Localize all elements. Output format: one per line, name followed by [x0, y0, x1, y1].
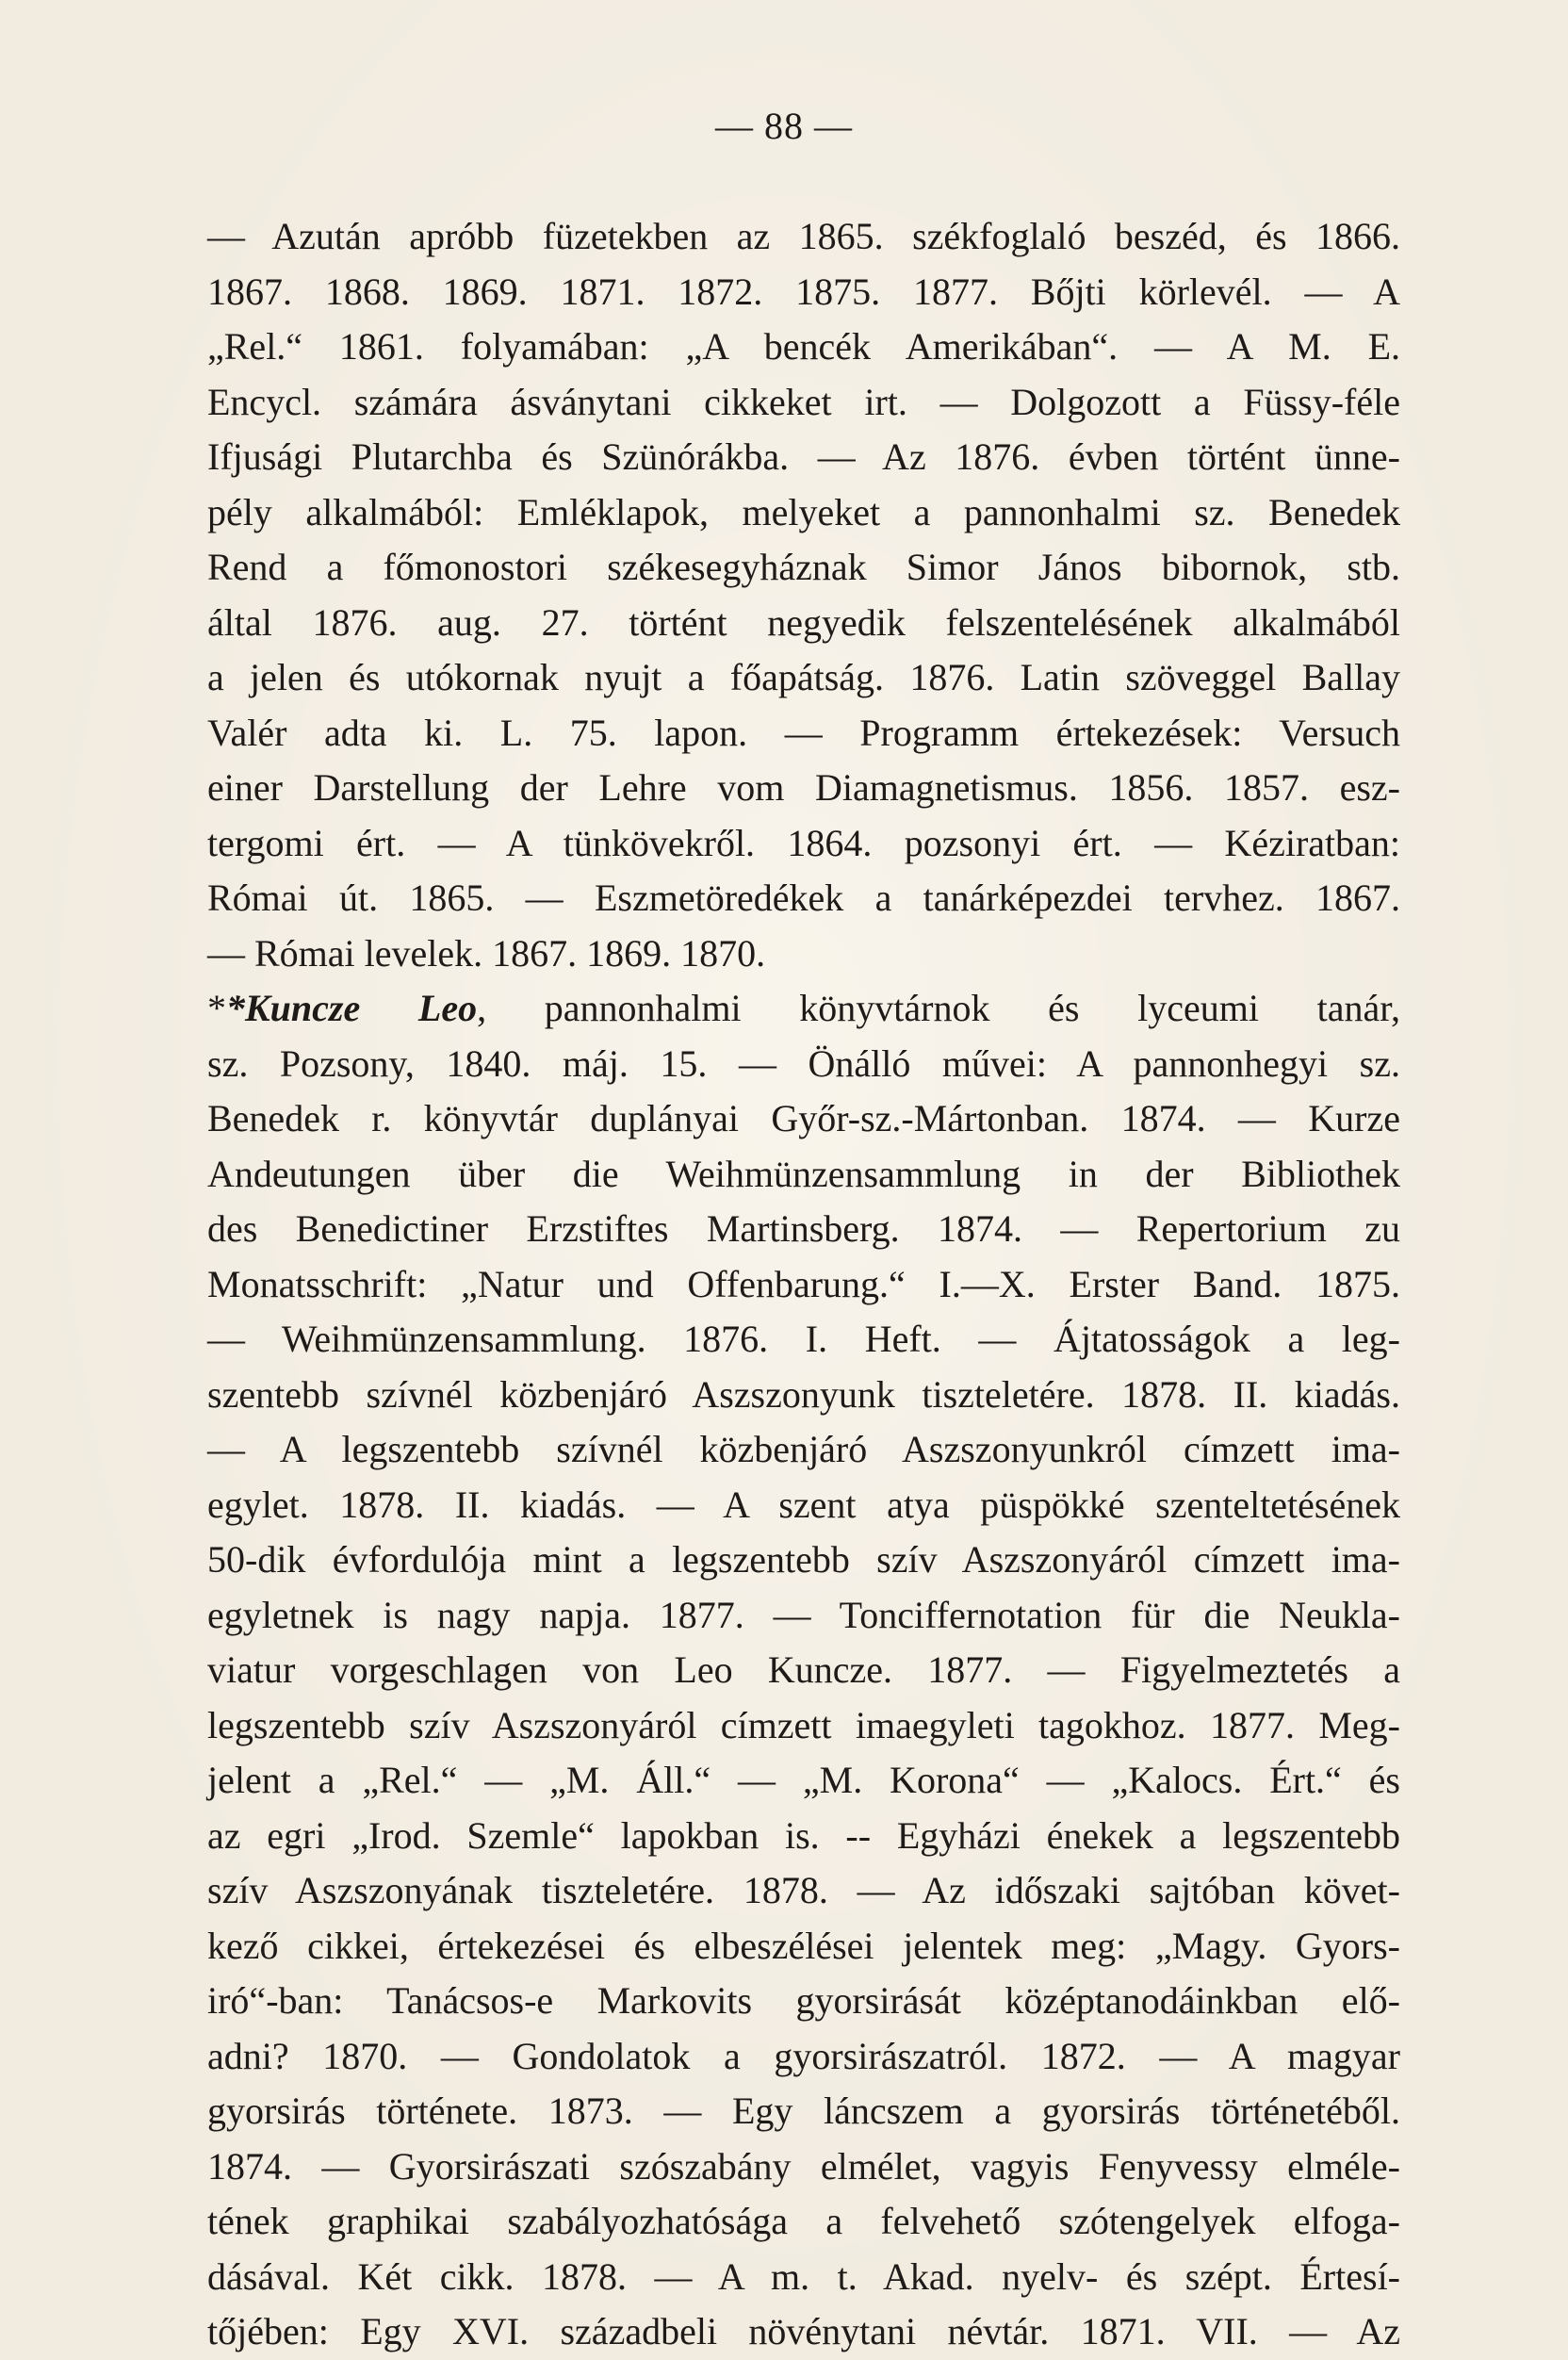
text-line: — A legszentebb szívnél közbenjáró Aszszonyunkról címzett ima- [207, 1428, 1400, 1470]
text-line: — Azután apróbb füzetekben az 1865. székfoglaló beszéd, és 1866. [207, 215, 1400, 257]
page-number: — 88 — [715, 105, 853, 147]
text-line: gyorsirás története. 1873. — Egy láncszem a gyorsirás történetéből. [207, 2090, 1400, 2132]
text-line: einer Darstellung der Lehre vom Diamagnetismus. 1856. 1857. esz- [207, 766, 1400, 809]
text-line: egyletnek is nagy napja. 1877. — Tonciffernotation für die Neukla- [207, 1593, 1400, 1636]
text-line: egylet. 1878. II. kiadás. — A szent atya püspökké szenteltetésének [207, 1483, 1400, 1526]
text-line: kező cikkei, értekezései és elbeszélései jelentek meg: „Magy. Gyors- [207, 1924, 1400, 1967]
text-line: szív Aszszonyának tiszteletére. 1878. — Az időszaki sajtóban követ- [207, 1869, 1400, 1911]
text-line: viatur vorgeschlagen von Leo Kuncze. 1877. — Figyelmeztetés a [207, 1648, 1400, 1691]
text-line: legszentebb szív Aszszonyáról címzett imaegyleti tagokhoz. 1877. Meg- [207, 1703, 1400, 1746]
entry-heading-line [207, 981, 1400, 1037]
text-line: sz. Pozsony, 1840. máj. 15. — Önálló művei: A pannonhegyi sz. [207, 1041, 1400, 1085]
text-line: — Római levelek. 1867. 1869. 1870. [207, 931, 766, 975]
text-line: des Benedictiner Erzstiftes Martinsberg. 1874. — Repertorium zu [207, 1207, 1400, 1250]
text-line: Monatsschrift: „Natur und Offenbarung.“ I.—X. Erster Band. 1875. [207, 1262, 1400, 1305]
text-line: Andeutungen über die Weihmünzensammlung in der Bibliothek [207, 1152, 1400, 1195]
text-line: dásával. Két cikk. 1878. — A m. t. Akad. nyelv- és szépt. Értesí- [207, 2254, 1400, 2298]
text-line: „Rel.“ 1861. folyamában: „A bencék Amerikában“. — A M. E. [207, 325, 1400, 368]
body-text [207, 209, 1400, 2360]
text-line: Rend a főmonostori székesegyháznak Simor János bibornok, stb. [207, 546, 1400, 588]
text-line: Ifjusági Plutarchba és Szünórákba. — Az 1876. évben történt ünne- [207, 435, 1400, 478]
text-line: a jelen és utókornak nyujt a főapátság. 1876. Latin szöveggel Ballay [207, 656, 1400, 698]
text-line: által 1876. aug. 27. történt negyedik felszentelésének alkalmából [207, 600, 1400, 644]
text-line: az egri „Irod. Szemle“ lapokban is. -- Egyházi énekek a legszentebb [207, 1813, 1400, 1857]
text-line: jelent a „Rel.“ — „M. Áll.“ — „M. Korona“ — „Kalocs. Ért.“ és [207, 1759, 1400, 1801]
text-line: — Weihmünzensammlung. 1876. I. Heft. — Ájtatosságok a leg- [207, 1318, 1400, 1360]
text-line: 50-dik évfordulója mint a legszentebb szív Aszszonyáról címzett ima- [207, 1538, 1400, 1581]
text-line: iró“-ban: Tanácsos-e Markovits gyorsirását középtanodáinkban elő- [207, 1979, 1400, 2022]
text-line: szentebb szívnél közbenjáró Aszszonyunk tiszteletére. 1878. II. kiadás. [207, 1372, 1400, 1416]
text-line: Benedek r. könyvtár duplányai Győr-sz.-Mártonban. 1874. — Kurze [207, 1097, 1400, 1139]
text-line: Római út. 1865. — Eszmetöredékek a tanárképezdei tervhez. 1867. [207, 877, 1400, 919]
text-line: 1874. — Gyorsirászati szószabány elmélet, vagyis Fenyvessy elméle- [207, 2144, 1400, 2188]
entry-heading-rest: , pannonhalmi könyvtárnok és lyceumi tanár, [477, 987, 1400, 1029]
text-line: Encycl. számára ásványtani cikkeket irt. — Dolgozott a Füssy-féle [207, 380, 1400, 423]
text-line: tének graphikai szabályozhatósága a felvehető szótengelyek elfoga- [207, 2200, 1400, 2242]
text-line: adni? 1870. — Gondolatok a gyorsirászatról. 1872. — A magyar [207, 2034, 1400, 2077]
text-line: tergomi ért. — A tünkövekről. 1864. pozsonyi ért. — Kéziratban: [207, 821, 1400, 864]
text-line: 1867. 1868. 1869. 1871. 1872. 1875. 1877. Bőjti körlevél. — A [207, 270, 1400, 313]
text-line: Valér adta ki. L. 75. lapon. — Programm értekezések: Versuch [207, 711, 1400, 754]
text-line: tőjében: Egy XVI. századbeli növénytani névtár. 1871. VII. — Az [207, 2310, 1400, 2352]
entry-marker: * [207, 987, 226, 1029]
entry-name: *Kuncze Leo [226, 987, 478, 1029]
text-line: pély alkalmából: Emléklapok, melyeket a pannonhalmi sz. Benedek [207, 490, 1400, 533]
